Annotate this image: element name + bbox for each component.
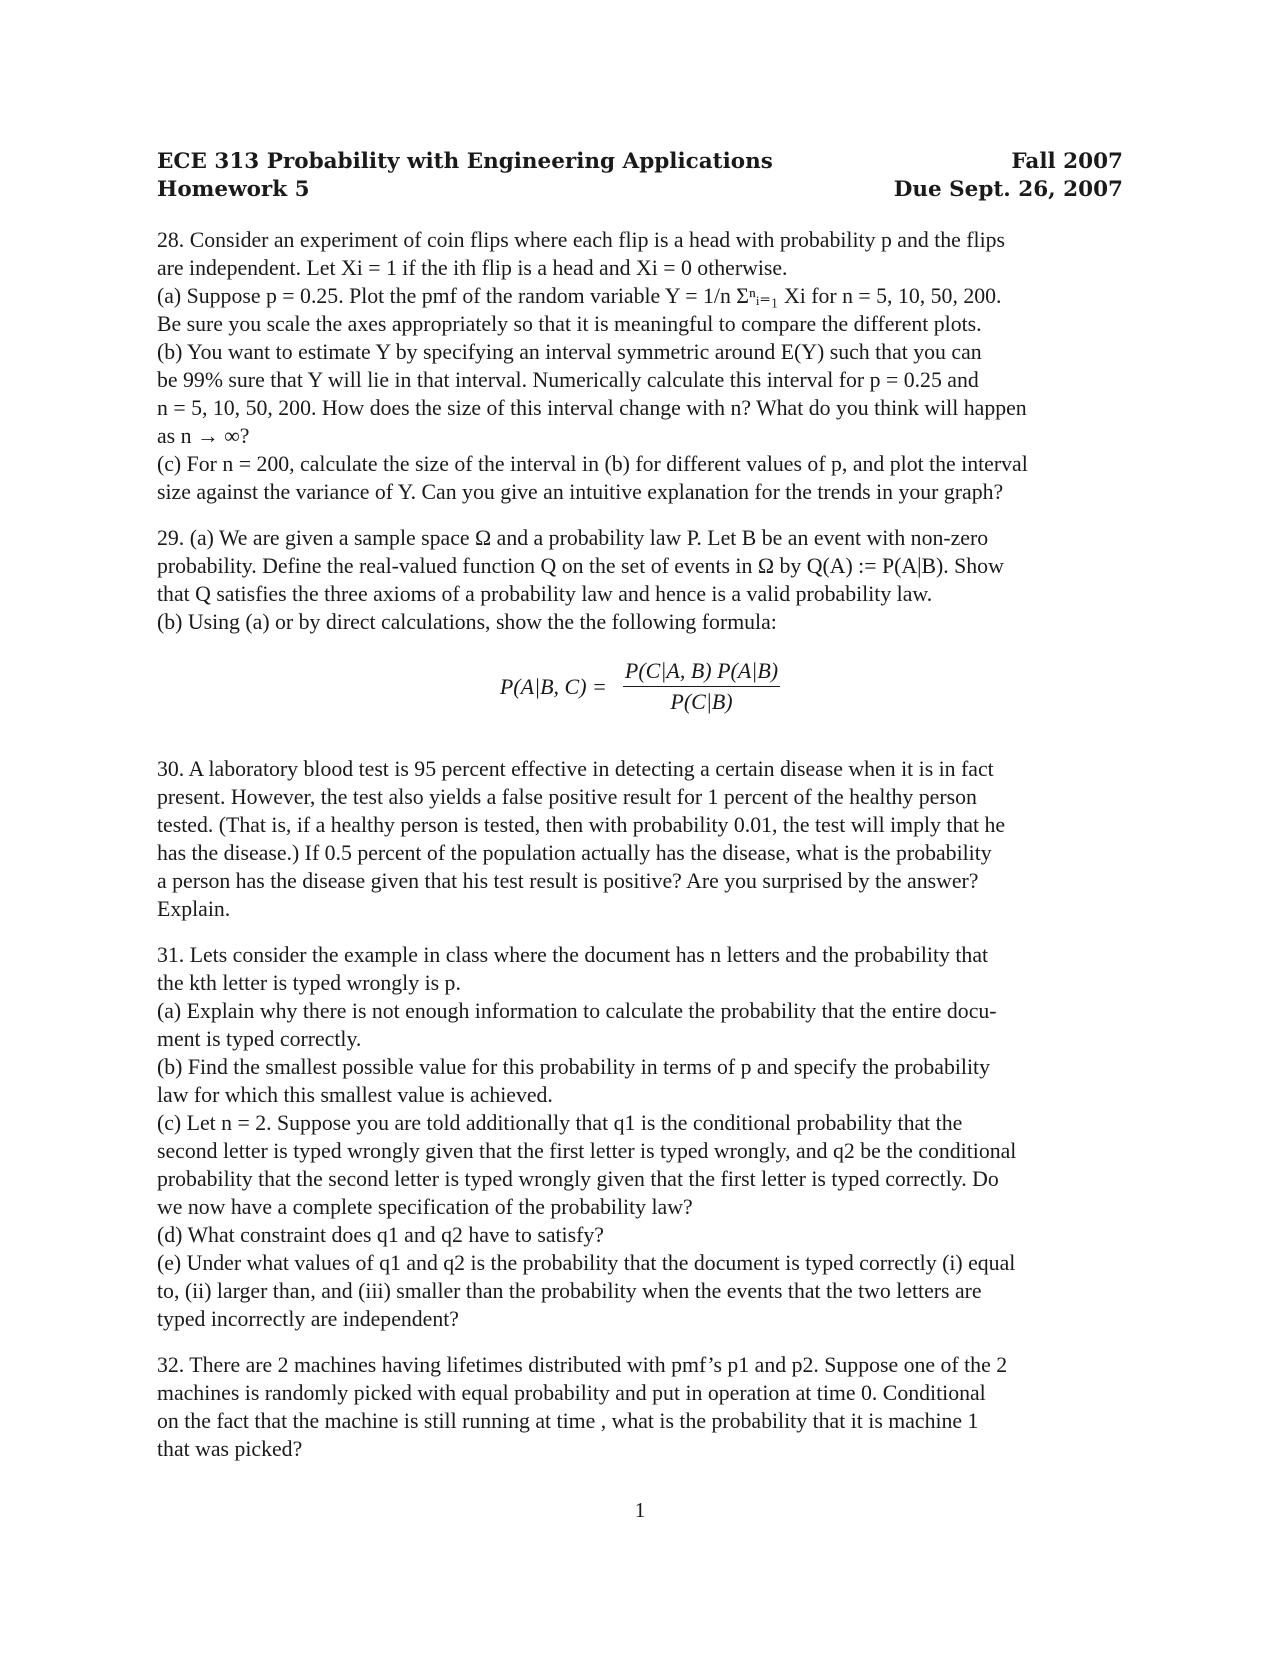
problem-28-line: be 99% sure that Y will lie in that interval. Numerically calculate this interval for p = 0.25 and [157, 368, 979, 392]
page-number: 1 [634, 1498, 646, 1522]
problem-31-line: law for which this smallest value is achieved. [157, 1083, 553, 1107]
problem-28-line: (c) For n = 200, calculate the size of the interval in (b) for different values of p, and plot the interval [157, 452, 1028, 476]
problem-30-line: present. However, the test also yields a false positive result for 1 percent of the healthy person [157, 785, 977, 809]
due-date: Due Sept. 26, 2007 [893, 177, 1123, 202]
formula-denominator: P(C|B) [670, 689, 733, 714]
homework-number: Homework 5 [157, 177, 310, 202]
problem-29 [157, 524, 1123, 636]
problem-31 [157, 941, 1123, 1333]
problem-31-line: (b) Find the smallest possible value for this probability in terms of p and specify the probability [157, 1055, 990, 1079]
problem-31-line: (e) Under what values of q1 and q2 is the probability that the document is typed correctly (i) equal [157, 1251, 1016, 1275]
problem-28-line: (b) You want to estimate Y by specifying an interval symmetric around E(Y) such that you can [157, 340, 982, 364]
problem-32-line: 32. There are 2 machines having lifetimes distributed with pmf’s p1 and p2. Suppose one of the 2 [157, 1353, 1008, 1377]
problem-31-line: (c) Let n = 2. Suppose you are told additionally that q1 is the conditional probability that the [157, 1111, 963, 1135]
problem-29-line: 29. (a) We are given a sample space Ω and a probability law P. Let B be an event with non-zero [157, 526, 989, 550]
problem-30-line: a person has the disease given that his test result is positive? Are you surprised by the answer? [157, 869, 979, 893]
problem-30-line: has the disease.) If 0.5 percent of the population actually has the disease, what is the probability [157, 841, 992, 865]
problem-30-line: Explain. [157, 897, 231, 921]
problem-31-line: probability that the second letter is typed wrongly given that the first letter is typed correctly. Do [157, 1167, 999, 1191]
problem-32 [157, 1351, 1123, 1463]
formula-numerator: P(C|A, B) P(A|B) [623, 658, 780, 687]
course-title: ECE 313 Probability with Engineering Applications [157, 149, 773, 174]
bayes-formula [157, 658, 1123, 715]
problem-29-line: probability. Define the real-valued function Q on the set of events in Ω by Q(A) := P(A|B). Show [157, 554, 1004, 578]
problem-31-line: the kth letter is typed wrongly is p. [157, 971, 461, 995]
problem-28-line: size against the variance of Y. Can you give an intuitive explanation for the trends in your graph? [157, 480, 1004, 504]
formula-lhs: P(A|B, C) = [499, 673, 607, 699]
formula-fraction [623, 658, 780, 715]
problem-31-line: 31. Lets consider the example in class where the document has n letters and the probability that [157, 943, 989, 967]
problem-30 [157, 755, 1123, 923]
problem-29-line: (b) Using (a) or by direct calculations, show the the following formula: [157, 610, 777, 634]
problem-32-line: machines is randomly picked with equal probability and put in operation at time 0. Conditional [157, 1381, 986, 1405]
problem-28-line: are independent. Let Xi = 1 if the ith flip is a head and Xi = 0 otherwise. [157, 256, 788, 280]
problem-32-line: that was picked? [157, 1437, 303, 1461]
problem-31-line: typed incorrectly are independent? [157, 1307, 459, 1331]
problem-29-line: that Q satisfies the three axioms of a probability law and hence is a valid probability law. [157, 582, 933, 606]
homework-page [157, 148, 1123, 1463]
header-row-1 [157, 148, 1123, 176]
problem-31-line: ment is typed correctly. [157, 1027, 362, 1051]
problem-30-line: 30. A laboratory blood test is 95 percent effective in detecting a certain disease when it is in fact [157, 757, 994, 781]
header-row-2 [157, 176, 1123, 204]
problem-31-line: (a) Explain why there is not enough information to calculate the probability that the entire docu- [157, 999, 997, 1023]
problem-31-line: to, (ii) larger than, and (iii) smaller than the probability when the events that the two letters are [157, 1279, 982, 1303]
problem-28-line: 28. Consider an experiment of coin flips where each flip is a head with probability p and the flips [157, 228, 1006, 252]
problem-28-line: (a) Suppose p = 0.25. Plot the pmf of the random variable Y = 1/n Σⁿᵢ₌₁ Xi for n = 5, 10, 50, 200. [157, 284, 1002, 308]
problem-30-line: tested. (That is, if a healthy person is tested, then with probability 0.01, the test will imply that he [157, 813, 1006, 837]
problem-32-line: on the fact that the machine is still running at time , what is the probability that it is machine 1 [157, 1409, 979, 1433]
problem-31-line: we now have a complete specification of the probability law? [157, 1195, 693, 1219]
problem-28-line: Be sure you scale the axes appropriately so that it is meaningful to compare the different plots. [157, 312, 982, 336]
problem-28-line: as n → ∞? [157, 424, 250, 448]
term: Fall 2007 [1011, 149, 1123, 174]
problem-31-line: (d) What constraint does q1 and q2 have to satisfy? [157, 1223, 604, 1247]
problem-28-line: n = 5, 10, 50, 200. How does the size of this interval change with n? What do you think will happen [157, 396, 1027, 420]
problem-28 [157, 226, 1123, 506]
problem-31-line: second letter is typed wrongly given that the first letter is typed wrongly, and q2 be the conditional [157, 1139, 1017, 1163]
